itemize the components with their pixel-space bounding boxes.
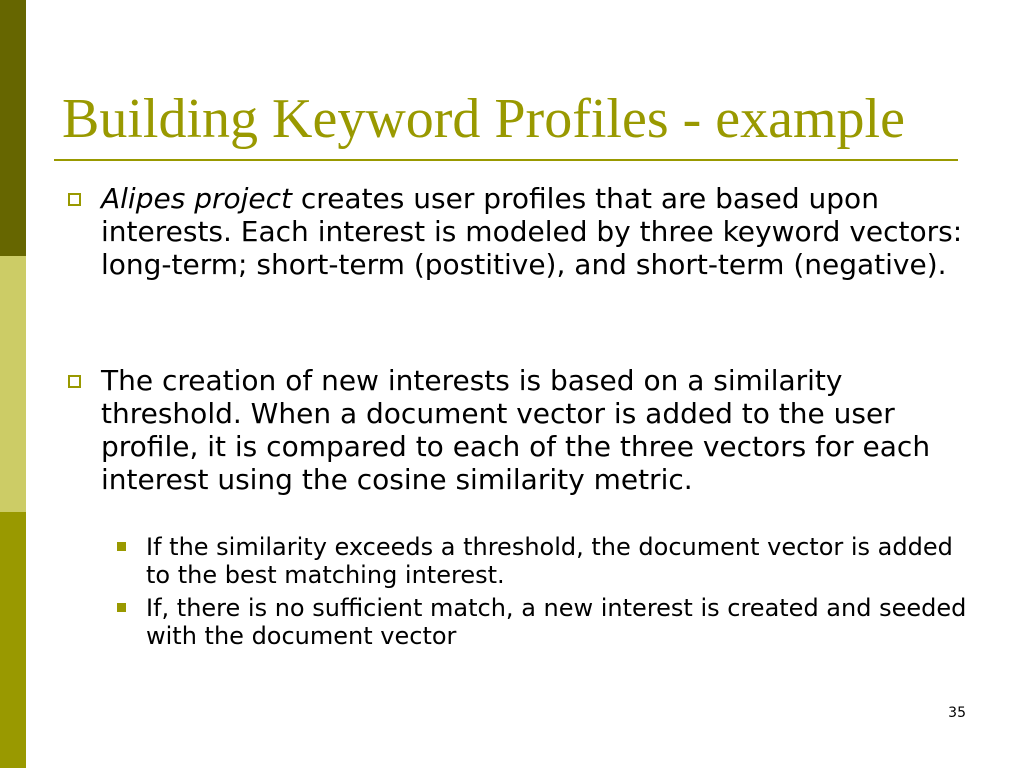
hollow-square-bullet-icon [68,375,81,388]
sub-bullet-threshold-exceeded [146,533,976,589]
filled-square-bullet-icon [117,603,126,612]
side-bar-olive-segment [0,512,26,768]
bullet-text: The creation of new interests is based on a similarity threshold. When a document vector is added to the user profile, it is compared to each of the three vectors for each interest using the cosine similarity metric. [101,364,931,496]
sub-bullet-no-match [146,594,976,650]
filled-square-bullet-icon [117,542,126,551]
sub-bullet-text: If, there is no sufficient match, a new interest is created and seeded with the document vector [146,594,967,650]
title-underline [54,159,958,161]
side-bar-dark-segment [0,0,26,256]
bullet-alipes-project [101,182,981,281]
bullet-new-interests [101,364,981,496]
page-number: 35 [948,705,966,721]
hollow-square-bullet-icon [68,193,81,206]
sub-bullet-text: If the similarity exceeds a threshold, the document vector is added to the best matching interest. [146,533,953,589]
side-bar-light-segment [0,256,26,512]
decorative-side-bar [0,0,26,768]
slide-title: Building Keyword Profiles - example [62,88,905,150]
bullet-text: creates user profiles that are based upon interests. Each interest is modeled by three keyword vectors: long-term; short-term (postitive), and short-term (negative). [101,182,963,281]
bullet-emphasis: Alipes project [101,182,292,215]
